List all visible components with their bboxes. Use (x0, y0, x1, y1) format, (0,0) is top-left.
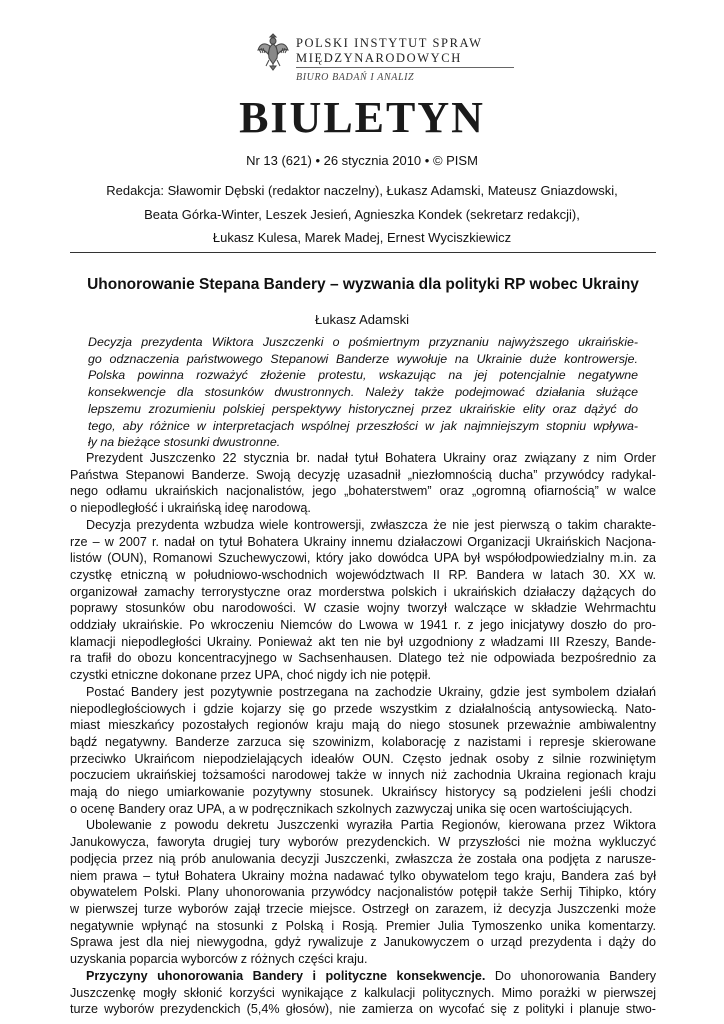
bureau-name: BIURO BADAŃ I ANALIZ (296, 72, 415, 83)
abstract-line: Polska powinna rozważyć złożenie protestu, wskazując na jej potencjalnie negatywne (88, 368, 638, 383)
body-line: mają do niego umiarkowanie pozytywny stosunek. Ukraińscy historycy są podzieleni jeśli chodzi (70, 785, 656, 800)
editors-line: Beata Górka-Winter, Leszek Jesień, Agnieszka Kondek (sekretarz redakcji), (144, 207, 580, 222)
section-heading: Przyczyny uhonorowania Bandery i polityczne konsekwencje. (86, 968, 486, 983)
editors-line: Redakcja: Sławomir Dębski (redaktor naczelny), Łukasz Adamski, Mateusz Gniazdowski, (106, 183, 618, 198)
body-line: o ocenę Bandery oraz UPA, a w podręcznikach szkolnych zazwyczaj unika się ocen wartościujących. (70, 801, 633, 816)
body-line: Prezydent Juszczenko 22 stycznia br. nadał tytuł Bohatera Ukrainy oraz związany z nim Order (86, 451, 656, 465)
body-line: obywatelem Polski. Plany uhonorowania przywódcy nacjonalistów potępił także Serhij Tihipko, który (70, 885, 656, 900)
body-line: w pierwszej turze wyborów zajął trzecie miejsce. Ostrzegł on zarazem, iż decyzja Juszczenki może (70, 901, 656, 916)
body-line: negatywnie wpłynąć na stosunki z Polską i Rosją. Premier Julia Tymoszenko unika komentarzy. (70, 918, 656, 933)
body-line: czystkę etniczną w południowo-wschodnich województwach II RP. Bandera w latach 30. XX w. (70, 567, 656, 582)
body-line: uzyskania poparcia wyborców z różnych części kraju. (70, 952, 368, 967)
eagle-emblem-icon (256, 30, 290, 72)
body-line: listów (OUN), Romanowi Szuchewyczowi, który jako dowódca UPA był współodpowiedzialny m.in. za (70, 551, 656, 566)
body-line: niepodległościowych i gdzie kojarzy się go przede wszystkim z działalnością antysowiecką. Nato- (70, 701, 656, 716)
body-line: niem prawa – tytuł Bohatera Ukrainy można nadawać tylko obywatelom tego kraju, Bandera zaś był (70, 868, 656, 883)
body-line: Juszczenkę mogły skłonić korzyści wynikające z kalkulacji politycznych. Mimo porażki w pierwszej (70, 985, 656, 1000)
body-line: ra trafił do obozu koncentracyjnego w Sachsenhausen. Dlatego też nie odpowiada bezpośrednio za (70, 651, 656, 666)
section-intro-line (70, 968, 656, 985)
body-line: Ubolewanie z powodu dekretu Juszczenki wyraziła Partia Regionów, kierowana przez Wiktora (86, 818, 656, 833)
section-heading-continuation: Do uhonorowania Bandery (494, 968, 656, 983)
body-line: klamacji niepodległości Ukrainy. Ponieważ akt ten nie był uzgodniony z władzami III Rzeszy, Bande- (70, 634, 656, 649)
body-line: organizował zamachy terrorystyczne oraz morderstwa polskich i ukraińskich działaczy dążących do (70, 584, 656, 599)
abstract-line: konsekwencje dla stosunków dwustronnych. Należy także podejmować działania służące (88, 385, 638, 400)
issue-info: Nr 13 (621) • 26 stycznia 2010 • © PISM (246, 153, 478, 168)
institute-name-line2: MIĘDZYNARODOWYCH (296, 51, 462, 65)
body-line: nego odłamu ukraińskich nacjonalistów, jego „bohaterstwem” oraz „ogromną ofiarnością” w walce (70, 484, 656, 499)
abstract-line: tego, aby różnice w interpretacjach wspólnej przeszłości w jak najmniejszym stopniu wpływa- (88, 418, 638, 433)
abstract-line: ły na bieżące stosunki dwustronne. (88, 435, 281, 450)
body-line: poprawy stosunków obu narodowości. W czasie wojny tworzył walczące w składzie Wehrmachtu (70, 601, 656, 616)
institute-name-line1: POLSKI INSTYTUT SPRAW (296, 36, 483, 50)
body-line: Decyzja prezydenta wzbudza wiele kontrowersji, zwłaszcza że nie jest pierwszą o takim charakte- (86, 517, 656, 532)
body-line: rze – w 2007 r. nadał on tytuł Bohatera Ukrainy innemu działaczowi Organizacji Ukraińskich Nacjona- (70, 534, 656, 549)
body-line: Sprawa jest dla niej niewygodna, gdyż rywalizuje z Janukowyczem o urząd prezydenta i dąży do (70, 935, 656, 950)
header-divider (70, 252, 656, 253)
body-line: turze wyborów prezydenckich (5,4% głosów), nie zamierza on wycofać się z polityki i planuje stwo- (70, 1002, 656, 1017)
body-line: podjęcia przez nią prób anulowania decyzji Juszczenki, zwłaszcza że została ona podjęta z narusze- (70, 851, 656, 866)
article-abstract (88, 334, 638, 451)
abstract-line: go odznaczenia państwowego Stepanowi Banderze wywołuje na Ukrainie duże kontrowersje. (88, 351, 638, 366)
masthead (256, 30, 516, 90)
body-line: poczuciem ukraińskiej tożsamości narodowej także w innych niż zachodnia Ukraina regionach kraju (70, 768, 656, 783)
article-body (70, 450, 656, 1018)
article-author: Łukasz Adamski (315, 312, 409, 327)
body-line: przeciwko Ukraińcom niepodzielających ideałów OUN. Często jednak osoby z silnie rozwiniętym (70, 751, 656, 766)
article-title: Uhonorowanie Stepana Bandery – wyzwania dla polityki RP wobec Ukrainy (87, 276, 639, 293)
body-line: Państwa Stepanowi Banderze. Swoją decyzję uzasadnił „niezłomnością ducha” przywódcy radykal- (70, 467, 656, 482)
body-line: Postać Bandery jest pozytywnie postrzegana na zachodzie Ukrainy, gdzie jest symbolem działań (86, 684, 656, 699)
abstract-line: lepszemu zrozumieniu polskiej perspektywy historycznej przez ukraińskie elity oraz dążyć do (88, 401, 638, 416)
body-line: bądź negatywny. Banderze zarzuca się szowinizm, kolaborację z nazistami i represje skierowane (70, 734, 656, 749)
masthead-divider (296, 67, 514, 68)
editors-line: Łukasz Kulesa, Marek Madej, Ernest Wyciszkiewicz (212, 230, 512, 245)
body-line: czystki etniczne dokonane przez UPA, choć nigdy ich nie potępił. (70, 668, 431, 683)
publication-title: BIULETYN (239, 93, 485, 142)
body-line: miast mieszkańcy pozostałych regionów kraju mają do niego stosunek przeważnie ambiwalentny (70, 718, 656, 733)
body-line: Janukowycza, faworyta drugiej tury wyborów prezydenckich. W przyszłości nie można wykluczyć (70, 835, 656, 850)
body-line: o niepodległość i ukraińską ideę narodową. (70, 501, 311, 516)
abstract-line: Decyzja prezydenta Wiktora Juszczenki o pośmiertnym przyznaniu najwyższego ukraińskie- (88, 335, 638, 349)
body-line: oddziały ukraińskie. Po wkroczeniu Niemców do Lwowa w 1941 r. z jego inicjatywy doszło do pro- (70, 618, 656, 633)
